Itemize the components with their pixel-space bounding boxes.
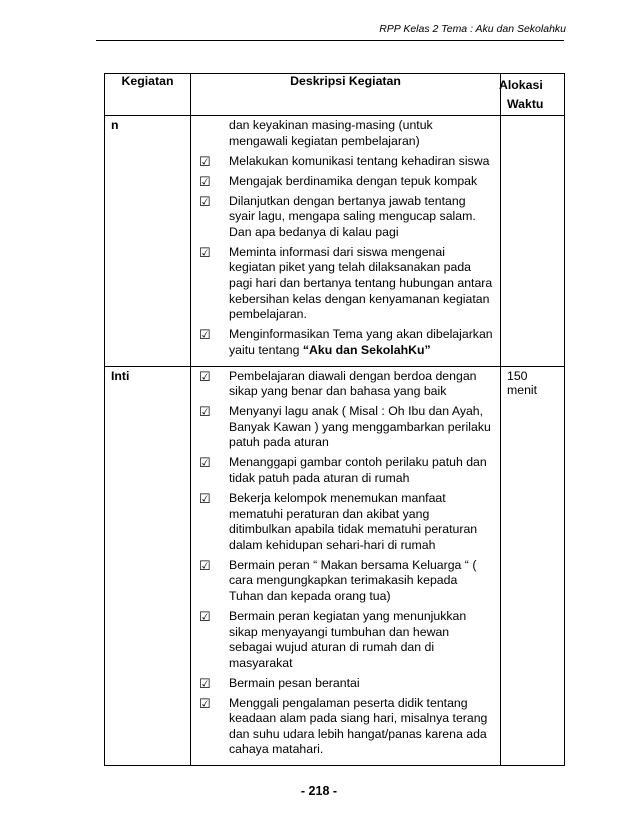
theme-title: “Aku dan SekolahKu” [302,342,431,357]
description-cell [191,116,501,367]
table-row-inti [105,366,565,766]
checkbox-checked-icon: ☑ [199,455,211,471]
checkbox-checked-icon: ☑ [199,490,211,506]
list-item: ☑ Bekerja kelompok menemukan manfaat mematuhi peraturan dan akibat yang ditimbulkan apabila tidak mematuhi peraturan dalam kehidupan sehari-hari di rumah [199,490,478,552]
checkbox-checked-icon: ☑ [199,675,211,691]
list-item: ☑ Dilanjutkan dengan bertanya jawab tentang syair lagu, mengapa saling mengucap salam. Dan apa bedanya di kalau pagi [199,193,476,239]
list-item: ☑ Bermain peran kegiatan yang menunjukkan sikap menyayangi tumbuhan dan hewan sebagai wujud aturan di rumah dan di masyarakat [199,608,467,670]
list-item: ☑ Menanggapi gambar contoh perilaku patuh dan tidak patuh pada aturan di rumah [199,455,487,485]
checkbox-checked-icon: ☑ [199,608,211,624]
header-rule [96,40,564,41]
checkbox-checked-icon: ☑ [199,173,211,189]
time-cell: 150 menit [501,366,565,766]
list-item: ☑ Menyanyi lagu anak ( Misal : Oh Ibu dan Ayah, Banyak Kawan ) yang menggambarkan perilaku patuh pada aturan [199,404,491,450]
list-item: ☑ Meminta informasi dari siswa mengenai kegiatan piket yang telah dilaksanakan pada pagi hari dan bertanya tentang hubungan antara kebersihan kelas dengan kenyamanan kegiatan pembelajaran. [199,244,493,322]
header-alokasi-waktu [501,74,565,116]
checkbox-checked-icon: ☑ [199,557,211,573]
header-kegiatan: Kegiatan [105,74,191,116]
activity-cell: Inti [105,366,191,766]
list-item: ☑ Menggali pengalaman peserta didik tentang keadaan alam pada siang hari, misalnya terang dan suhu udara lebih hangat/panas karena ada cahaya matahari. [199,695,488,757]
checkbox-checked-icon: ☑ [199,327,211,343]
description-cell [191,366,501,766]
checkbox-checked-icon: ☑ [199,153,211,169]
checkbox-checked-icon: ☑ [199,695,211,711]
lesson-activity-table [104,73,565,766]
header-alokasi-line1: Alokasi [499,78,543,92]
time-cell [501,116,565,367]
list-item: ☑ Melakukan komunikasi tentang kehadiran siswa [199,153,490,169]
list-item-continuation: dan keyakinan masing-masing (untuk mengawali kegiatan pembelajaran) [229,118,433,148]
running-title: RPP Kelas 2 Tema : Aku dan Sekolahku [379,23,566,35]
checkbox-checked-icon: ☑ [199,193,211,209]
list-item: ☑ Bermain pesan berantai [199,675,360,691]
table-row-pendahuluan [105,116,565,367]
list-item: ☑ Bermain peran “ Makan bersama Keluarga “ ( cara mengungkapkan terimakasih kepada Tuhan dan kepada orang tua) [199,557,477,603]
checkbox-checked-icon: ☑ [199,368,211,384]
list-item: ☑ Pembelajaran diawali dengan berdoa dengan sikap yang benar dan bahasa yang baik [199,368,477,399]
page-number: - 218 - [300,784,338,798]
activity-cell: n [105,116,191,367]
checkbox-checked-icon: ☑ [199,404,211,420]
list-item: ☑ Mengajak berdinamika dengan tepuk kompak [199,173,478,189]
table-header-row [105,74,565,116]
header-deskripsi: Deskripsi Kegiatan [191,74,501,116]
checkbox-checked-icon: ☑ [199,244,211,260]
list-item: ☑ Menginformasikan Tema yang akan dibelajarkan yaitu tentang “Aku dan SekolahKu” [199,327,493,357]
header-alokasi-line2: Waktu [507,97,544,111]
